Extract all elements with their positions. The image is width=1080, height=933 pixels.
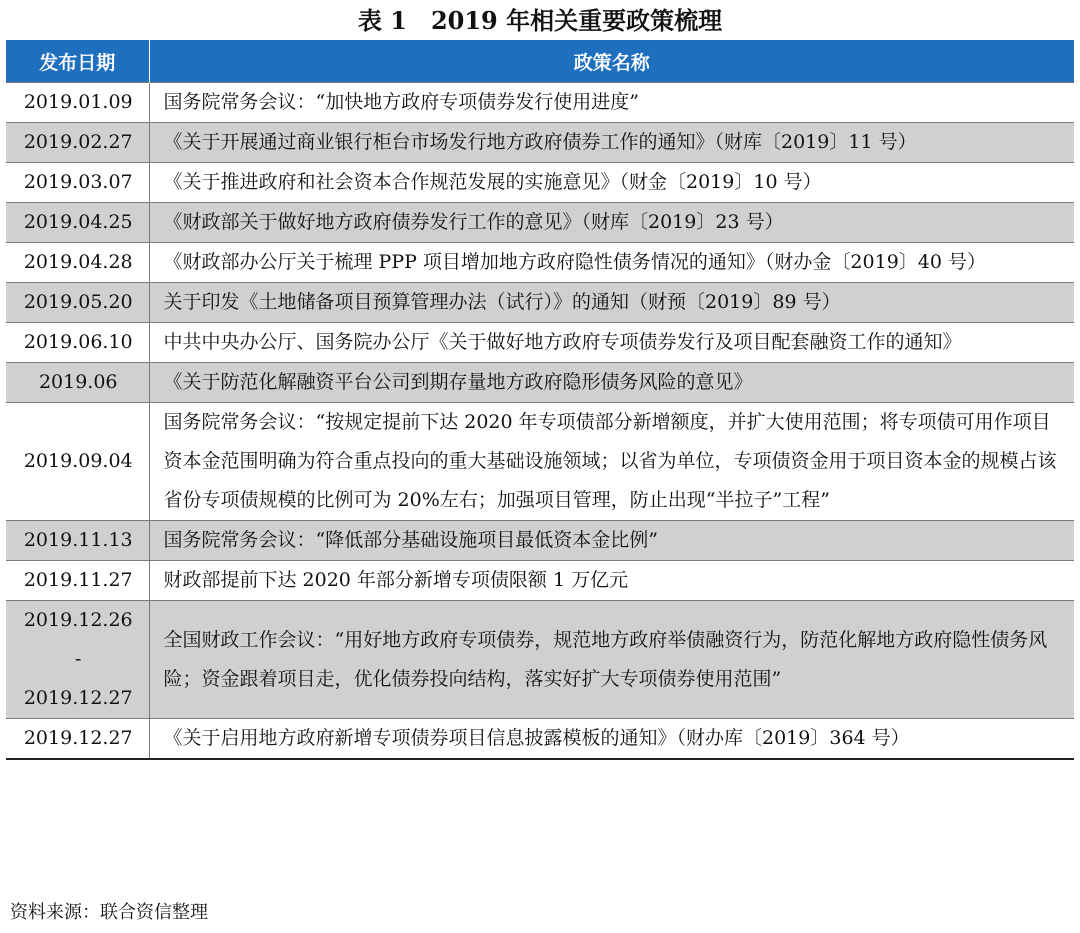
row-policy-name: 中共中央办公厅、国务院办公厅《关于做好地方政府专项债券发行及项目配套融资工作的通知》 [149, 323, 1074, 363]
row-date: 2019.09.04 [6, 403, 149, 521]
table-header-row [6, 40, 1074, 83]
table-row [6, 323, 1074, 363]
table-row [6, 123, 1074, 163]
source-note: 资料来源：联合资信整理 [10, 902, 208, 923]
row-date: 2019.04.25 [6, 203, 149, 243]
header-policy-name: 政策名称 [149, 40, 1074, 83]
row-date: 2019.06 [6, 363, 149, 403]
table-body [6, 83, 1074, 760]
row-date: 2019.03.07 [6, 163, 149, 203]
row-policy-name: 《关于推进政府和社会资本合作规范发展的实施意见》（财金〔2019〕10 号） [149, 163, 1074, 203]
row-policy-name: 财政部提前下达 2020 年部分新增专项债限额 1 万亿元 [149, 561, 1074, 601]
policy-table [6, 40, 1074, 760]
row-date: 2019.11.13 [6, 521, 149, 561]
row-policy-name: 《财政部关于做好地方政府债券发行工作的意见》（财库〔2019〕23 号） [149, 203, 1074, 243]
row-date: 2019.02.27 [6, 123, 149, 163]
table-row [6, 601, 1074, 719]
table-row [6, 203, 1074, 243]
row-date: 2019.04.28 [6, 243, 149, 283]
row-policy-name: 《财政部办公厅关于梳理 PPP 项目增加地方政府隐性债务情况的通知》（财办金〔2019〕40 号） [149, 243, 1074, 283]
header-date: 发布日期 [6, 40, 149, 83]
row-date: 2019.01.09 [6, 83, 149, 123]
row-policy-name: 《关于开展通过商业银行柜台市场发行地方政府债券工作的通知》（财库〔2019〕11 号） [149, 123, 1074, 163]
row-policy-name: 国务院常务会议：“加快地方政府专项债券发行使用进度” [149, 83, 1074, 123]
row-date: 2019.06.10 [6, 323, 149, 363]
table-row [6, 521, 1074, 561]
row-date: 2019.11.27 [6, 561, 149, 601]
row-policy-name: 《关于防范化解融资平台公司到期存量地方政府隐形债务风险的意见》 [149, 363, 1074, 403]
row-date: 2019.05.20 [6, 283, 149, 323]
row-policy-name: 《关于启用地方政府新增专项债券项目信息披露模板的通知》（财办库〔2019〕364 号） [149, 719, 1074, 760]
table-title: 表 1 2019 年相关重要政策梳理 [357, 6, 723, 35]
row-policy-name: 全国财政工作会议：“用好地方政府专项债券，规范地方政府举债融资行为，防范化解地方政府隐性债务风险；资金跟着项目走，优化债券投向结构，落实好扩大专项债券使用范围” [149, 601, 1074, 719]
table-row [6, 163, 1074, 203]
table-row [6, 719, 1074, 760]
row-date: 2019.12.26 - 2019.12.27 [6, 601, 149, 719]
table-row [6, 403, 1074, 521]
table-row [6, 283, 1074, 323]
table-row [6, 561, 1074, 601]
table-row [6, 363, 1074, 403]
row-policy-name: 国务院常务会议：“按规定提前下达 2020 年专项债部分新增额度，并扩大使用范围；将专项债可用作项目资本金范围明确为符合重点投向的重大基础设施领域；以省为单位，专项债资金用于项目资本金的规模占该省份专项债规模的比例可为 20%左右；加强项目管理，防止出现“半拉子”工程” [149, 403, 1074, 521]
row-date: 2019.12.27 [6, 719, 149, 760]
row-policy-name: 国务院常务会议：“降低部分基础设施项目最低资本金比例” [149, 521, 1074, 561]
table-row [6, 243, 1074, 283]
row-policy-name: 关于印发《土地储备项目预算管理办法（试行）》的通知（财预〔2019〕89 号） [149, 283, 1074, 323]
table-row [6, 83, 1074, 123]
